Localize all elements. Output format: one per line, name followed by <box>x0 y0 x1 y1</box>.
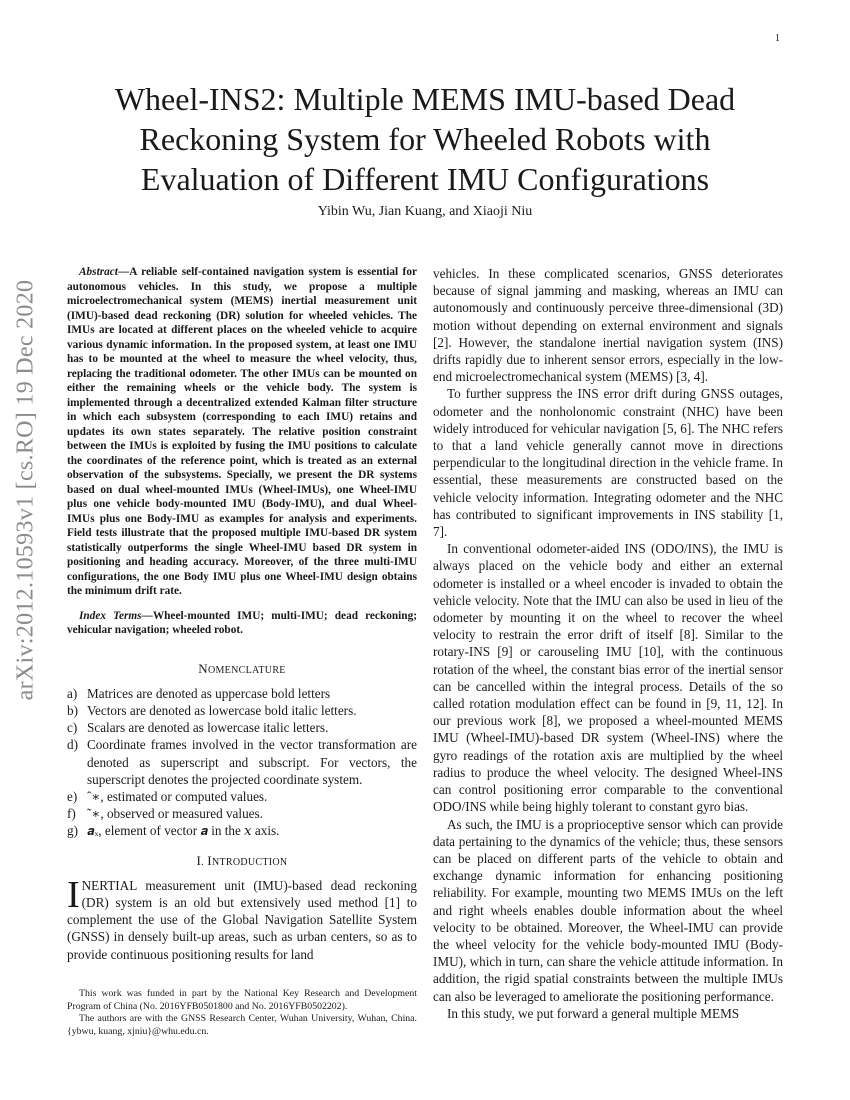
nomenclature-item-label: e) <box>67 788 78 804</box>
index-terms <box>67 609 417 638</box>
introduction-heading-text: I. INTRODUCTION <box>196 852 288 868</box>
nomenclature-item <box>67 719 417 736</box>
nomenclature-item-label: a) <box>67 685 78 701</box>
paper-authors: Yibin Wu, Jian Kuang, and Xiaoji Niu <box>317 204 533 219</box>
nomenclature-heading <box>67 660 417 679</box>
nomenclature-item-label: c) <box>67 720 78 736</box>
index-terms-text: —Wheel-mounted IMU; multi-IMU; dead reckoning; vehicular navigation; wheeled robot. <box>67 609 417 636</box>
page-number: 1 <box>775 33 780 44</box>
nomenclature-item-label: g) <box>67 823 78 839</box>
introduction-paragraph <box>67 873 417 963</box>
arxiv-identifier-text: arXiv:2012.10593v1 [cs.RO] 19 Dec 2020 <box>12 279 39 701</box>
body-paragraph: As such, the IMU is a proprioceptive sensor which can provide data pertaining to the dynamics of the vehicle; thus, these sensors can be placed on different parts of the vehicle to obtain and exchange dynamic information for enhancing positioning reliability. For example, mounting two MEMS IMUs on the left and right wheels enables double information about the wheel velocity to be obtained. Moreover, the Wheel-IMU can provide the wheel velocity for the vehicle body-mounted IMU (Body-IMU), which in turn, can share the vehicle attitude information. In addition, the rigid spatial constraints between the multiple IMUs can also be leveraged to ameliorate the positioning performance. <box>433 816 783 1004</box>
introduction-text: NERTIAL measurement unit (IMU)-based dead reckoning (DR) system is an old but extensively used method [1] to complement the use of the Global Navigation Satellite System (GNSS) in densely built-up areas, such as urban centers, so as to provide continuous positioning results for land <box>67 877 417 962</box>
nomenclature-item <box>67 685 417 702</box>
nomenclature-item <box>67 805 417 822</box>
nomenclature-item-label: f) <box>67 806 76 822</box>
nomenclature-item-label: d) <box>67 737 78 753</box>
index-terms-label: Index Terms <box>79 609 142 622</box>
arxiv-identifier-stamp <box>6 279 46 701</box>
nomenclature-item-text: Vectors are denoted as lowercase bold italic letters. <box>87 702 357 718</box>
abstract-label: Abstract <box>79 266 118 278</box>
nomenclature-item-text: ˆ∗, estimated or computed values. <box>87 788 268 804</box>
introduction-heading <box>67 852 417 871</box>
left-column <box>67 265 417 963</box>
nomenclature-item <box>67 788 417 805</box>
funding-footnote: This work was funded in part by the National Key Research and Development Program of China (No. 2016YFB0501800 and No. 2016YFB0502202). <box>67 988 417 1012</box>
nomenclature-item <box>67 736 417 788</box>
dropcap-letter: I <box>67 873 80 916</box>
nomenclature-item <box>67 822 417 839</box>
nomenclature-heading-text: NOMENCLATURE <box>198 660 286 676</box>
nomenclature-item-text: Matrices are denoted as uppercase bold letters <box>87 685 331 701</box>
abstract-text: —A reliable self-contained navigation system is essential for autonomous vehicles. In this study, we propose a multiple microelectromechanical system (MEMS) inertial measurement unit (IMU)-based dead reckoning (DR) solution for wheeled vehicles. The IMUs are located at different places on the wheeled vehicle to acquire various dynamic information. In the proposed system, at least one IMU has to be mounted at the wheel to measure the wheel velocity, thus, replacing the traditional odometer. The other IMUs can be mounted on either the remaining wheels or the vehicle body. The system is implemented through a decentralized extended Kalman filter structure in which each subsystem (corresponding to each IMU) retains and updates its own states separately. The relative position constraint between the IMUs is exploited by fusing the IMU positions to calculate the coordinates of the reference point, which is treated as an external observation of the subsystems. Specially, we present the DR systems based on dual wheel-mounted IMUs (Wheel-IMUs), one Wheel-IMU plus one vehicle body-mounted IMU (Body-IMU), and dual Wheel-IMUs plus one Body-IMU as examples for analysis and experiments. Field tests illustrate that the proposed multiple IMU-based DR system statistically outperforms the single Wheel-IMU based DR system in positioning and heading accuracy. Moreover, of the three multi-IMU configurations, the one Body IMU plus one Wheel-IMU design obtains the minimum drift rate. <box>67 266 417 597</box>
nomenclature-item-text: ˜∗, observed or measured values. <box>87 806 263 822</box>
nomenclature-item <box>67 702 417 719</box>
paper-title: Wheel-INS2: Multiple MEMS IMU-based Dead Reckoning System for Wheeled Robots with Evaluation of Different IMU Configurations <box>114 81 736 197</box>
nomenclature-item-label: b) <box>67 702 78 718</box>
body-paragraph: In this study, we put forward a general multiple MEMS <box>447 1005 740 1021</box>
affiliation-footnote: The authors are with the GNSS Research Center, Wuhan University, Wuhan, China. {ybwu, kuang, xjniu}@whu.edu.cn. <box>67 1013 417 1037</box>
nomenclature-item-text: Coordinate frames involved in the vector transformation are denoted as superscript and subscript. For vectors, the superscript denotes the projected coordinate system. <box>87 737 417 787</box>
footnotes <box>67 988 417 1038</box>
body-paragraph: In conventional odometer-aided INS (ODO/INS), the IMU is always placed on the vehicle body and either an external odometer is installed or a wheel encoder is invaded to obtain the vehicle velocity. Note that the IMU can also be used in lieu of the odometer by mounting it on the wheel to recover the wheel velocity to restrain the error drift of itself [8]. Similar to the rotary-INS [9] or carouseling IMU [10], with the continuous rotation of the wheel, the constant bias error of the inertial sensor can be cancelled within the integral process. Details of the so called rotation modulation effect can be found in [9, 11, 12]. In our previous work [8], we proposed a wheel-mounted MEMS IMU (Wheel-IMU)-based DR system (Wheel-INS) where the gyro readings of the rotation axis are multiplied by the wheel radius to produce the wheel velocity. The designed Wheel-INS can control positioning error comparable to the conventional ODO/INS while being highly tolerant to constant gyro bias. <box>433 541 783 815</box>
body-paragraph: To further suppress the INS error drift during GNSS outages, odometer and the nonholonomic constraint (NHC) have been widely introduced for vehicular navigation [5, 6]. The NHC refers to that a land vehicle generally cannot move in directions perpendicular to the longitudinal direction in the vehicle frame. In essential, these measurements are constructed based on the vehicle velocity information. Integrating odometer and the NHC has contributed to significant improvements in INS stability [1, 7]. <box>433 386 783 540</box>
nomenclature-item-text: Scalars are denoted as lowercase italic letters. <box>87 720 329 736</box>
abstract <box>67 265 417 599</box>
nomenclature-item-text: 𝒂ₓ, element of vector 𝒂 in the 𝑥 axis. <box>87 823 280 839</box>
body-paragraph: vehicles. In these complicated scenarios, GNSS deteriorates because of signal jamming and masking, whereas an IMU can autonomously and continuously perceive three-dimensional (3D) motion without depending on external environment and signals [2]. However, the standalone inertial navigation system (INS) drifts rapidly due to inherent sensor errors, especially in the low-end microelectromechanical system (MEMS) [3, 4]. <box>433 266 783 385</box>
nomenclature-list <box>67 685 417 840</box>
right-column <box>433 265 783 1022</box>
